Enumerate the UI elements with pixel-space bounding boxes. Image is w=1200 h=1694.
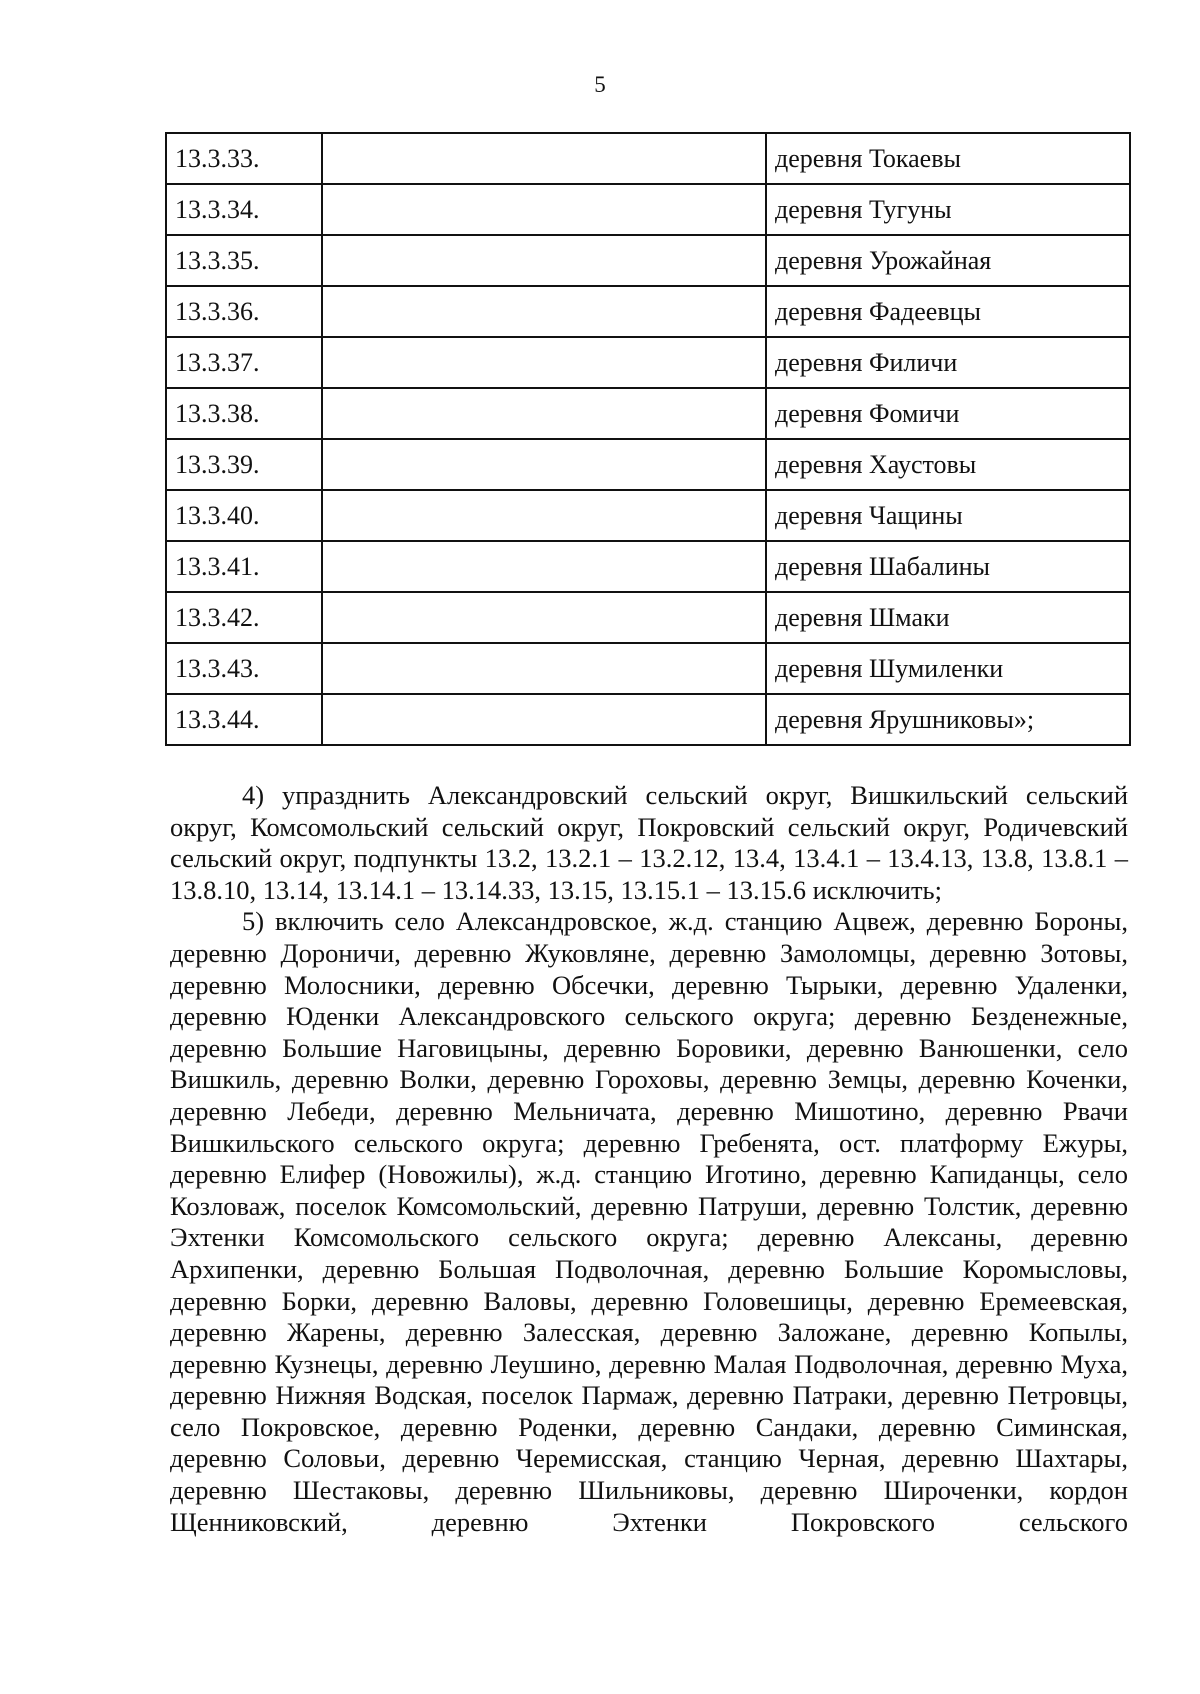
settlement-name-cell: деревня Фомичи — [766, 388, 1130, 439]
table-row — [166, 337, 1130, 388]
settlement-name-cell: деревня Ярушниковы»; — [766, 694, 1130, 745]
row-number-cell: 13.3.42. — [166, 592, 322, 643]
settlement-name-cell: деревня Токаевы — [766, 133, 1130, 184]
settlement-name-cell: деревня Чащины — [766, 490, 1130, 541]
table-row — [166, 439, 1130, 490]
table-row — [166, 592, 1130, 643]
paragraph-item-4: 4) упразднить Александровский сельский округ, Вишкильский сельский округ, Комсомольский сельский округ, Покровский сельский округ, Родичевский сельский округ, подпункты 13.2, 13.2.1 – 13.2.12, 13.4, 13.4.1 – 13.4.13, 13.8, 13.8.1 – 13.8.10, 13.14, 13.14.1 – 13.14.33, 13.15, 13.15.1 – 13.15.6 исключить; — [170, 780, 1128, 905]
table-row — [166, 490, 1130, 541]
row-number-cell: 13.3.33. — [166, 133, 322, 184]
table-row — [166, 235, 1130, 286]
row-number-cell: 13.3.34. — [166, 184, 322, 235]
settlement-name-cell: деревня Тугуны — [766, 184, 1130, 235]
settlement-name-cell: деревня Филичи — [766, 337, 1130, 388]
empty-middle-cell — [322, 388, 766, 439]
settlement-name-cell: деревня Шмаки — [766, 592, 1130, 643]
settlements-table-body — [166, 133, 1130, 745]
table-row — [166, 133, 1130, 184]
row-number-cell: 13.3.43. — [166, 643, 322, 694]
paragraph-item-5: 5) включить село Александровское, ж.д. станцию Ацвеж, деревню Бороны, деревню Дороничи, деревню Жуковляне, деревню Замоломцы, деревню Зотовы, деревню Молосники, деревню Обсечки, деревню Тырыки, деревню Удаленки, деревню Юденки Александровского сельского округа; деревню Безденежные, деревню Большие Наговицыны, деревню Боровики, деревню Ванюшенки, село Вишкиль, деревню Волки, деревню Гороховы, деревню Земцы, деревню Коченки, деревню Лебеди, деревню Мельничата, деревню Мишотино, деревню Рвачи Вишкильского сельского округа; деревню Гребенята, ост. платформу Ежуры, деревню Елифер (Новожилы), ж.д. станцию Иготино, деревню Капиданцы, село Козловаж, поселок Комсомольский, деревню Патруши, деревню Толстик, деревню Эхтенки Комсомольского сельского округа; деревню Алексаны, деревню Архипенки, деревню Большая Подволочная, деревню Большие Коромысловы, деревню Борки, деревню Валовы, деревню Головешицы, деревню Еремеевская, деревню Жарены, деревню Залесская, деревню Заложане, деревню Копылы, деревню Кузнецы, деревню Леушино, деревню Малая Подволочная, деревню Муха, деревню Нижняя Водская, поселок Пармаж, деревню Патраки, деревню Петровцы, село Покровское, деревню Роденки, деревню Сандаки, деревню Симинская, деревню Соловьи, деревню Черемисская, станцию Черная, деревню Шахтары, деревню Шестаковы, деревню Шильниковы, деревню Широченки, кордон Щенниковский, деревню Эхтенки Покровского сельского — [170, 906, 1128, 1537]
table-row — [166, 694, 1130, 745]
row-number-cell: 13.3.40. — [166, 490, 322, 541]
settlement-name-cell: деревня Урожайная — [766, 235, 1130, 286]
table-row — [166, 388, 1130, 439]
row-number-cell: 13.3.39. — [166, 439, 322, 490]
row-number-cell: 13.3.41. — [166, 541, 322, 592]
settlement-name-cell: деревня Шумиленки — [766, 643, 1130, 694]
empty-middle-cell — [322, 133, 766, 184]
table-row — [166, 541, 1130, 592]
document-body — [170, 780, 1128, 1538]
empty-middle-cell — [322, 643, 766, 694]
empty-middle-cell — [322, 490, 766, 541]
empty-middle-cell — [322, 184, 766, 235]
table-row — [166, 184, 1130, 235]
row-number-cell: 13.3.35. — [166, 235, 322, 286]
empty-middle-cell — [322, 694, 766, 745]
empty-middle-cell — [322, 541, 766, 592]
empty-middle-cell — [322, 286, 766, 337]
row-number-cell: 13.3.37. — [166, 337, 322, 388]
settlements-table — [165, 132, 1131, 746]
empty-middle-cell — [322, 235, 766, 286]
empty-middle-cell — [322, 337, 766, 388]
settlement-name-cell: деревня Фадеевцы — [766, 286, 1130, 337]
settlement-name-cell: деревня Хаустовы — [766, 439, 1130, 490]
row-number-cell: 13.3.44. — [166, 694, 322, 745]
row-number-cell: 13.3.36. — [166, 286, 322, 337]
settlement-name-cell: деревня Шабалины — [766, 541, 1130, 592]
page-number: 5 — [594, 72, 606, 97]
empty-middle-cell — [322, 439, 766, 490]
table-row — [166, 643, 1130, 694]
row-number-cell: 13.3.38. — [166, 388, 322, 439]
table-row — [166, 286, 1130, 337]
empty-middle-cell — [322, 592, 766, 643]
